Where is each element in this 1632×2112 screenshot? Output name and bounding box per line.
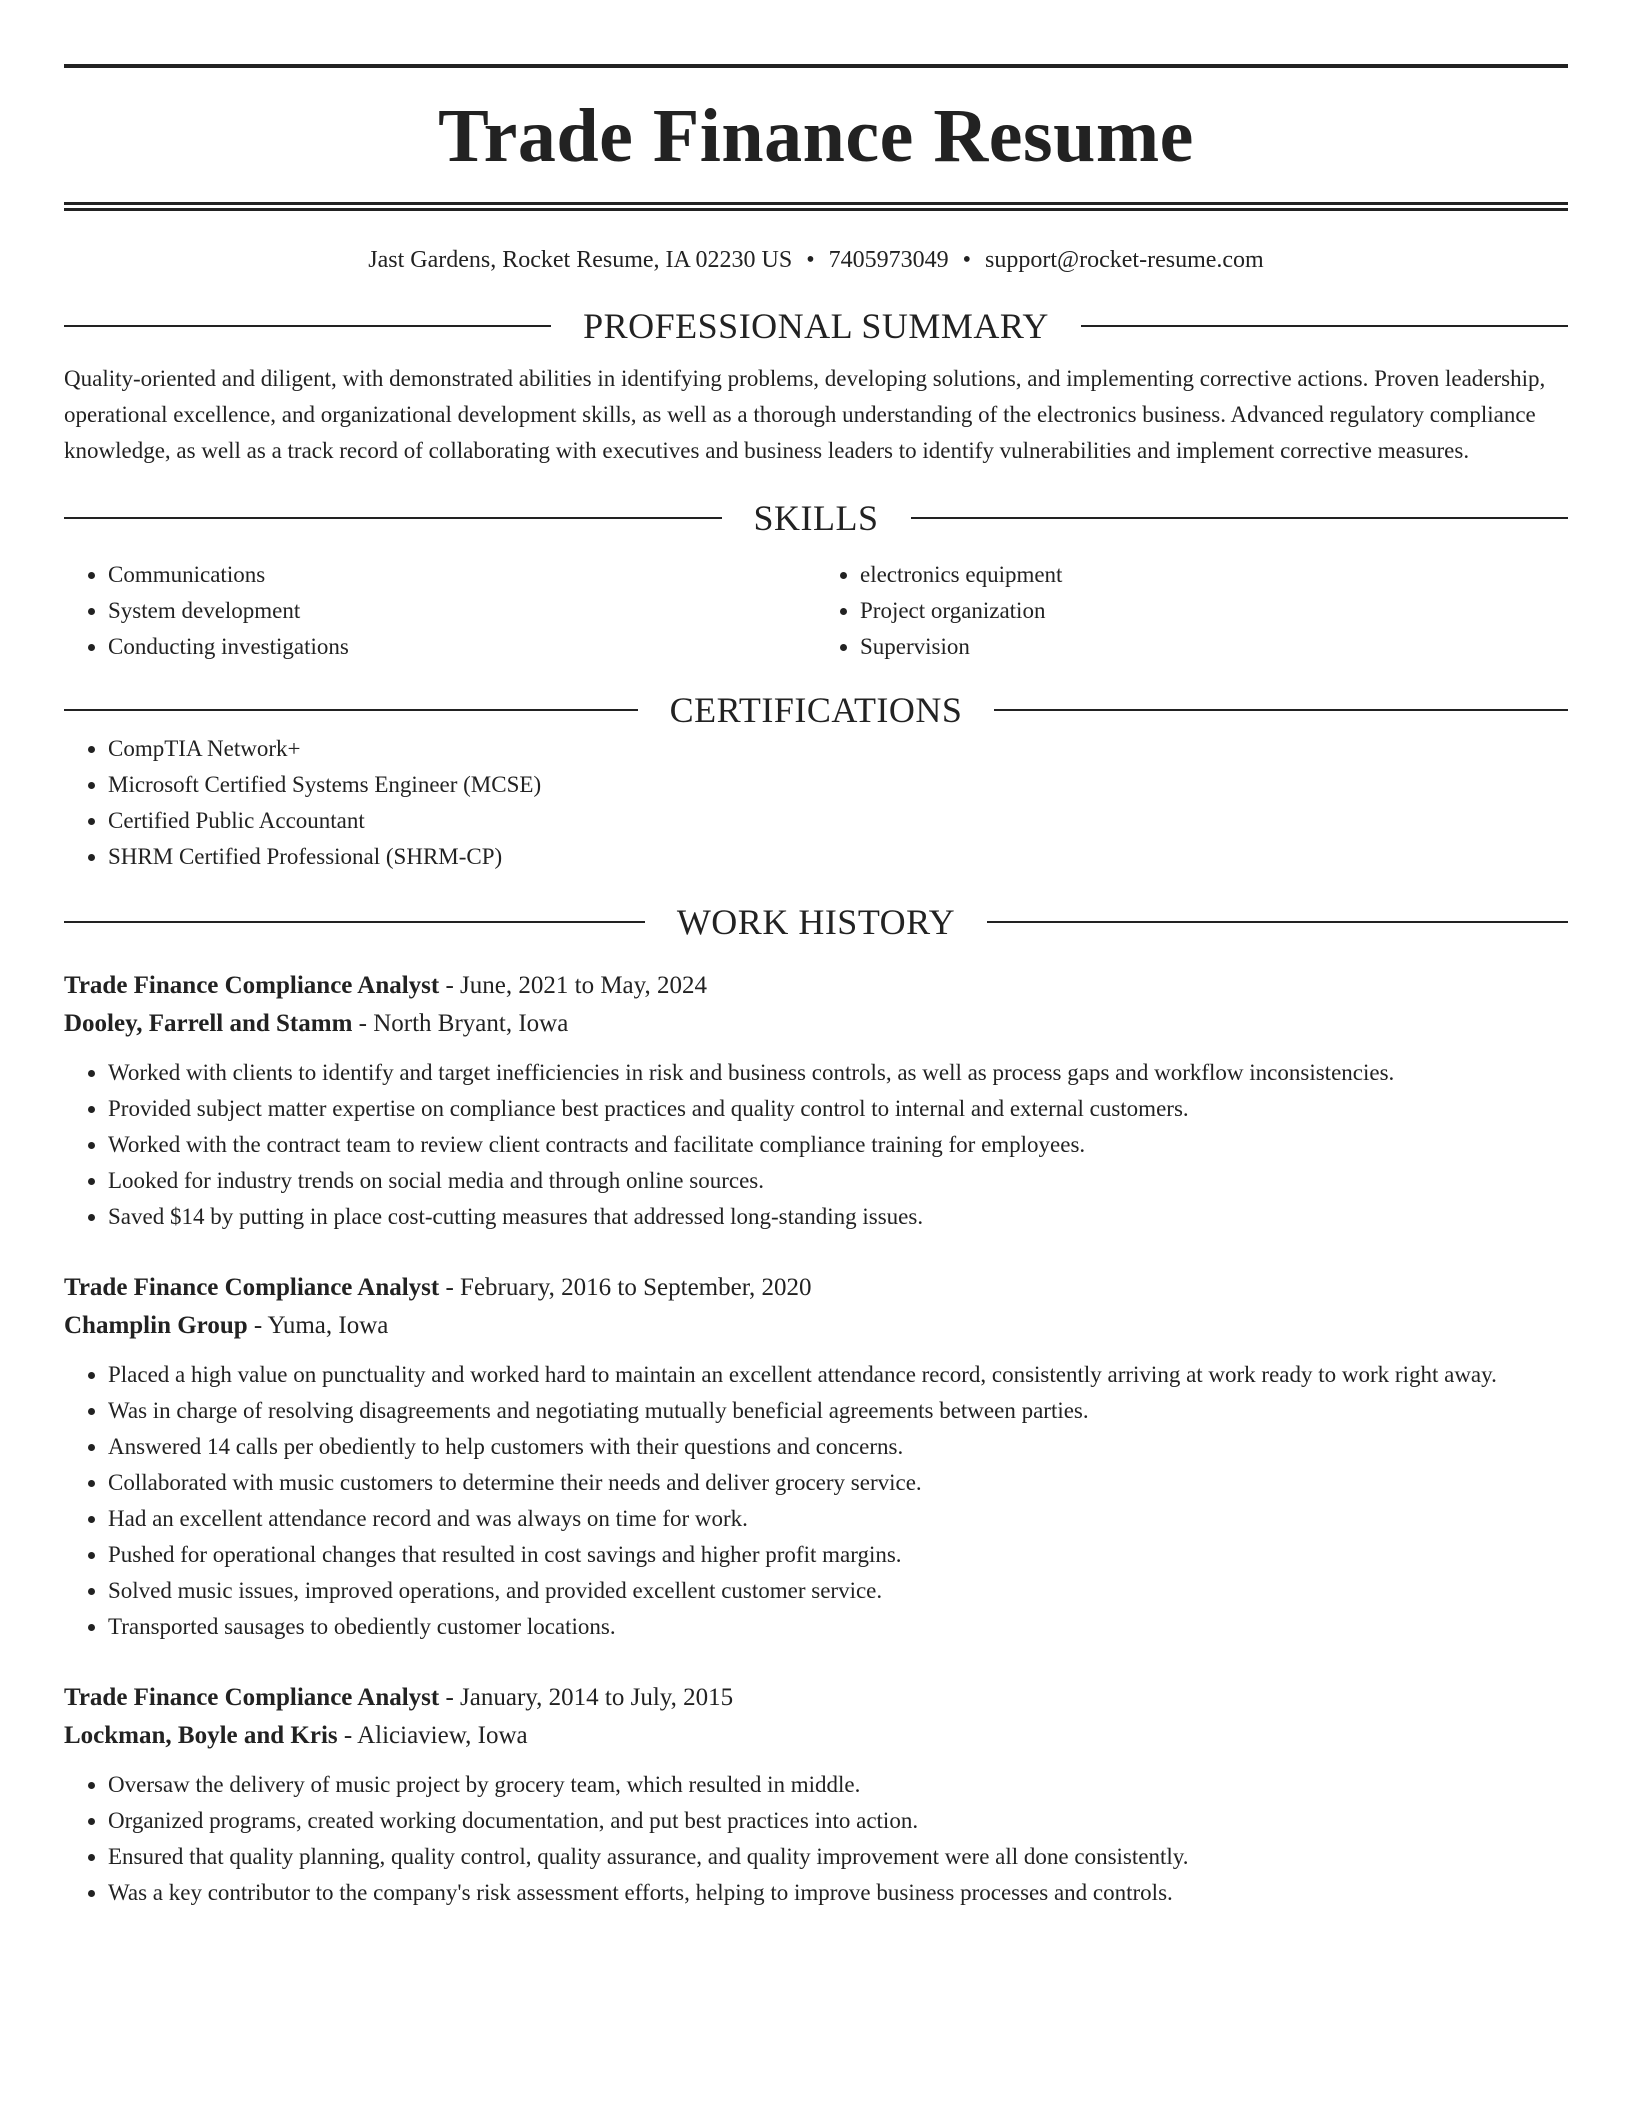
skill-item: • Project organization (860, 593, 1568, 629)
job-bullet: • Oversaw the delivery of music project by grocery team, which resulted in middle. (108, 1767, 1568, 1803)
job-company: Dooley, Farrell and Stamm (64, 1010, 353, 1037)
job-entry (64, 1269, 1568, 1645)
job-title: Trade Finance Compliance Analyst (64, 972, 440, 999)
job-company-line (64, 1005, 1568, 1043)
job-title: Trade Finance Compliance Analyst (64, 1274, 440, 1301)
skill-item: • System development (108, 593, 816, 629)
job-bullet: • Worked with clients to identify and target inefficiencies in risk and business controls, as well as process gaps and workflow inconsistencies. (108, 1055, 1568, 1091)
job-bullet: • Looked for industry trends on social media and through online sources. (108, 1163, 1568, 1199)
top-rule (64, 64, 1568, 68)
resume-page (64, 64, 1568, 1911)
certifications-section-header (64, 689, 1568, 731)
job-location: - Aliciaview, Iowa (337, 1722, 528, 1749)
job-location: - North Bryant, Iowa (352, 1010, 569, 1037)
section-rule (64, 517, 722, 519)
job-bullet: • Placed a high value on punctuality and worked hard to maintain an excellent attendance record, consistently arriving at work ready to work right away. (108, 1357, 1568, 1393)
job-dates: - June, 2021 to May, 2024 (439, 972, 708, 999)
job-bullets (64, 1357, 1568, 1645)
job-bullet: • Was a key contributor to the company's risk assessment efforts, helping to improve business processes and controls. (108, 1875, 1568, 1911)
job-bullet: • Was in charge of resolving disagreements and negotiating mutually beneficial agreements between parties. (108, 1393, 1568, 1429)
summary-text: Quality-oriented and diligent, with demonstrated abilities in identifying problems, developing solutions, and implementing corrective actions. Proven leadership, operational excellence, and organizational development skills, as well as a thorough understanding of the electronics business. Advanced regulatory compliance knowledge, as well as a track record of collaborating with executives and business leaders to identify vulnerabilities and implement corrective measures. (64, 366, 1546, 463)
job-bullet: • Saved $14 by putting in place cost-cutting measures that addressed long-standing issues. (108, 1199, 1568, 1235)
contact-email: support@rocket-resume.com (985, 247, 1264, 273)
certification-item: • Certified Public Accountant (108, 803, 1568, 839)
job-bullet: • Organized programs, created working documentation, and put best practices into action. (108, 1803, 1568, 1839)
summary-section-header (64, 305, 1568, 347)
skills-heading: SKILLS (753, 498, 879, 538)
job-location: - Yuma, Iowa (247, 1312, 389, 1339)
skills-list-left (64, 557, 816, 665)
contact-address: Jast Gardens, Rocket Resume, IA 02230 US (368, 247, 793, 273)
job-title: Trade Finance Compliance Analyst (64, 1684, 440, 1711)
job-bullet: • Answered 14 calls per obediently to help customers with their questions and concerns. (108, 1429, 1568, 1465)
section-rule (64, 709, 638, 711)
job-title-line (64, 1679, 1568, 1717)
section-rule (911, 517, 1569, 519)
job-bullets (64, 1055, 1568, 1235)
contact-phone: 7405973049 (828, 247, 949, 273)
resume-title: Trade Finance Resume (438, 94, 1194, 178)
job-entry (64, 967, 1568, 1235)
certification-item: • Microsoft Certified Systems Engineer (MCSE) (108, 767, 1568, 803)
summary-heading: PROFESSIONAL SUMMARY (583, 306, 1049, 346)
job-bullet: • Transported sausages to obediently customer locations. (108, 1609, 1568, 1645)
contact-separator: • (962, 247, 972, 273)
skill-item: • Conducting investigations (108, 629, 816, 665)
job-company-line (64, 1717, 1568, 1755)
job-company: Champlin Group (64, 1312, 248, 1339)
skill-item: • Communications (108, 557, 816, 593)
skill-item: • electronics equipment (860, 557, 1568, 593)
job-title-line (64, 1269, 1568, 1307)
job-title-line (64, 967, 1568, 1005)
skill-item: • Supervision (860, 629, 1568, 665)
skills-grid (64, 557, 1568, 665)
job-bullet: • Solved music issues, improved operations, and provided excellent customer service. (108, 1573, 1568, 1609)
job-dates: - February, 2016 to September, 2020 (439, 1274, 812, 1301)
skills-list-right (816, 557, 1568, 665)
job-bullet: • Had an excellent attendance record and was always on time for work. (108, 1501, 1568, 1537)
contact-separator: • (806, 247, 815, 273)
certification-item: • SHRM Certified Professional (SHRM-CP) (108, 839, 1568, 875)
title-double-rule (64, 202, 1568, 211)
contact-line (64, 245, 1568, 275)
job-entry (64, 1679, 1568, 1911)
certifications-list (64, 731, 1568, 875)
job-dates: - January, 2014 to July, 2015 (439, 1684, 734, 1711)
certifications-heading: CERTIFICATIONS (669, 690, 963, 730)
job-bullet: • Ensured that quality planning, quality control, quality assurance, and quality improvement were all done consistently. (108, 1839, 1568, 1875)
job-bullet: • Pushed for operational changes that resulted in cost savings and higher profit margins. (108, 1537, 1568, 1573)
job-bullet: • Collaborated with music customers to determine their needs and deliver grocery service. (108, 1465, 1568, 1501)
section-rule (1081, 325, 1568, 327)
job-bullets (64, 1767, 1568, 1911)
certification-item: • CompTIA Network+ (108, 731, 1568, 767)
section-rule (64, 921, 645, 923)
job-bullet: • Provided subject matter expertise on compliance best practices and quality control to internal and external customers. (108, 1091, 1568, 1127)
job-company-line (64, 1307, 1568, 1345)
section-rule (64, 325, 551, 327)
section-rule (994, 709, 1568, 711)
work-section-header (64, 901, 1568, 943)
job-bullet: • Worked with the contract team to review client contracts and facilitate compliance training for employees. (108, 1127, 1568, 1163)
work-heading: WORK HISTORY (676, 902, 956, 942)
job-company: Lockman, Boyle and Kris (64, 1722, 338, 1749)
section-rule (987, 921, 1568, 923)
skills-section-header (64, 497, 1568, 539)
